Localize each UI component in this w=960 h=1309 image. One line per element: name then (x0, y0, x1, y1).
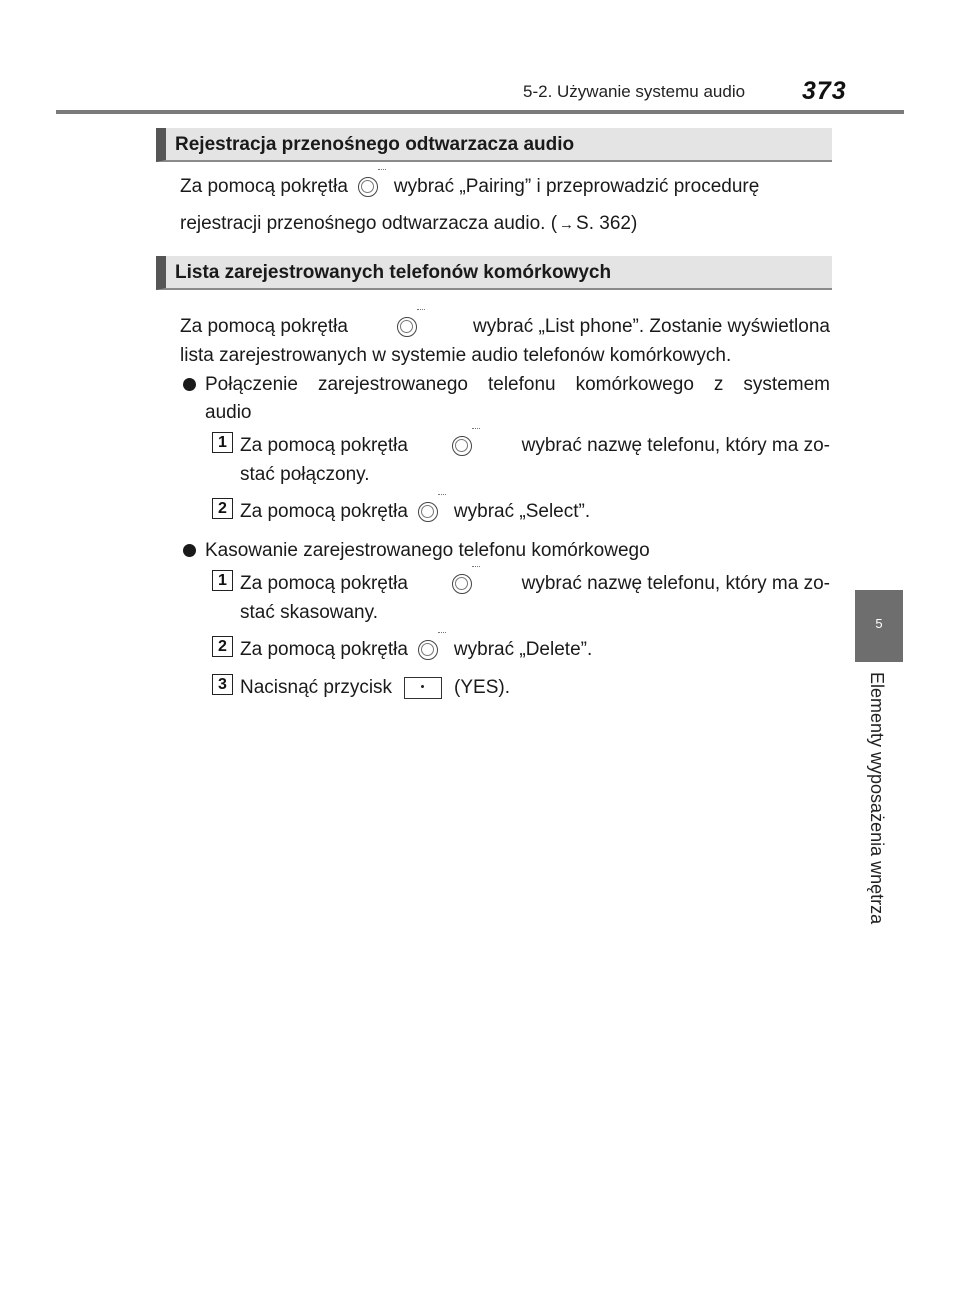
step-line (240, 497, 590, 526)
step-line (240, 673, 510, 702)
text-fragment: wybrać „Select”. (453, 501, 591, 522)
phone-list-intro-line-1 (180, 312, 830, 341)
bullet-connect-title (183, 370, 830, 399)
knob-icon (418, 640, 438, 660)
text-fragment: Za pomocą pokrętła (180, 176, 348, 197)
bullet-delete-title (183, 536, 650, 565)
step-line-2: stać skasowany. (240, 602, 378, 623)
text-fragment: (YES). (454, 677, 510, 698)
chapter-tab-number: 5 (875, 616, 883, 631)
step-number: 3 (212, 674, 233, 695)
text-fragment: Za pomocą pokrętła (240, 573, 408, 594)
section-heading-phone-list (156, 256, 832, 290)
yes-button-icon (404, 677, 442, 699)
step-line (240, 431, 830, 460)
text-fragment: wybrać „Delete”. (453, 639, 593, 660)
registration-line-2 (180, 209, 637, 239)
knob-icon (452, 436, 472, 456)
knob-icon (452, 574, 472, 594)
step-number: 2 (212, 636, 233, 657)
section-heading-text: Rejestracja przenośnego odtwarzacza audio (175, 134, 575, 155)
bullet-connect-title-line-2: audio (205, 402, 252, 423)
page-number: 373 (802, 77, 847, 105)
chapter-tab-label: Elementy wyposażenia wnętrza (867, 672, 887, 925)
step-number: 1 (212, 432, 233, 453)
chapter-tab (855, 590, 903, 662)
step-number: 2 (212, 498, 233, 519)
phone-list-intro-line-2: lista zarejestrowanych w systemie audio telefonów komórkowych. (180, 345, 732, 366)
arrow-right-icon: → (559, 216, 575, 233)
step-line (240, 635, 592, 664)
bullet-icon (183, 544, 196, 557)
text-fragment: wybrać „List phone”. Zostanie wyświetlona (473, 316, 830, 337)
text-fragment: Za pomocą pokrętła (240, 639, 408, 660)
text-fragment: rejestracji przenośnego odtwarzacza audio. ( (180, 213, 558, 234)
bullet-icon (183, 378, 196, 391)
text-fragment: wybrać „Pairing” i przeprowadzić procedurę (393, 176, 760, 197)
text-fragment: Za pomocą pokrętła (240, 435, 408, 456)
step-line (240, 569, 830, 598)
knob-icon (418, 502, 438, 522)
bullet-title-text: Połączenie zarejestrowanego telefonu komórkowego z systemem (205, 374, 830, 395)
registration-line-1 (180, 172, 759, 201)
page-reference-link[interactable]: S. 362) (576, 213, 638, 234)
header-rule (56, 110, 904, 114)
text-fragment: Za pomocą pokrętła (180, 316, 348, 337)
text-fragment: wybrać nazwę telefonu, który ma zo- (521, 573, 830, 594)
knob-icon (397, 317, 417, 337)
text-fragment: Za pomocą pokrętła (240, 501, 408, 522)
running-header-section: 5-2. Używanie systemu audio (523, 82, 746, 101)
section-heading-registration (156, 128, 832, 162)
step-number: 1 (212, 570, 233, 591)
step-line-2: stać połączony. (240, 464, 370, 485)
text-fragment: Nacisnąć przycisk (240, 677, 393, 698)
bullet-title-text: Kasowanie zarejestrowanego telefonu komórkowego (205, 540, 650, 561)
text-fragment: wybrać nazwę telefonu, który ma zo- (521, 435, 830, 456)
section-heading-text: Lista zarejestrowanych telefonów komórkowych (175, 262, 612, 283)
knob-icon (358, 177, 378, 197)
